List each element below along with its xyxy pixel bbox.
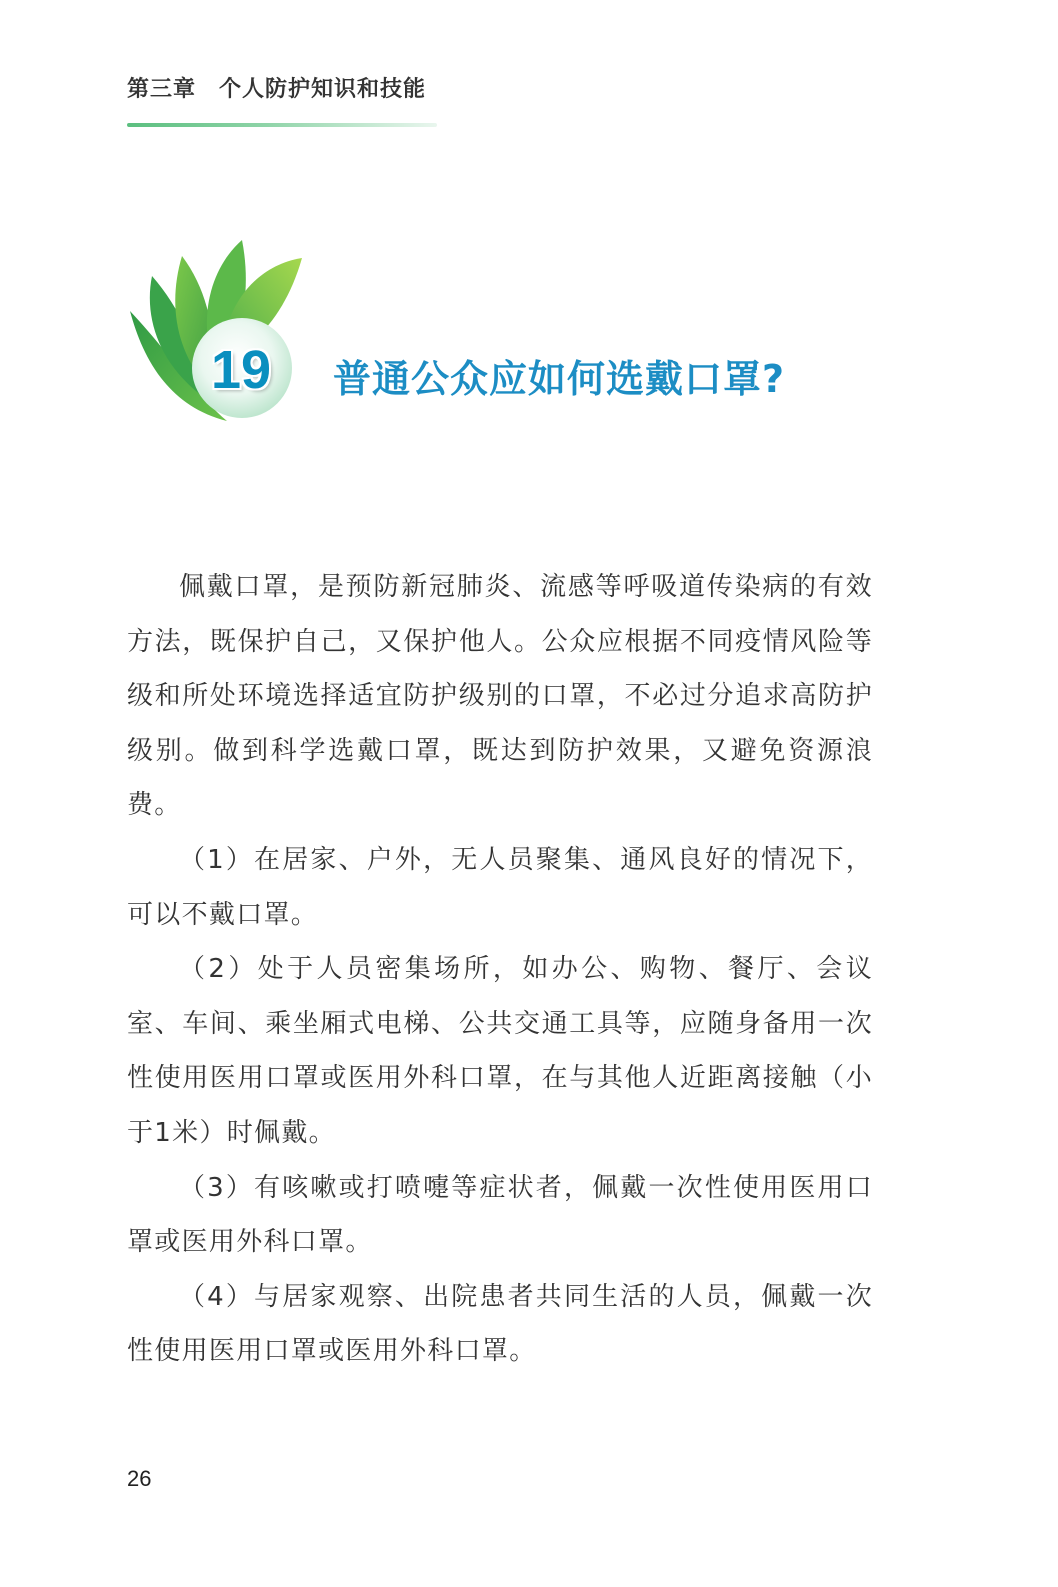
paragraph-item-3: （3）有咳嗽或打喷嚏等症状者，佩戴一次性使用医用口罩或医用外科口罩。 <box>127 1172 873 1258</box>
chapter-label: 第三章 <box>127 77 197 102</box>
section-label: 个人防护知识和技能 <box>219 77 427 102</box>
paragraph-intro: 佩戴口罩，是预防新冠肺炎、流感等呼吸道传染病的有效方法，既保护自己，又保护他人。公众应根据不同疫情风险等级和所处环境选择适宜防护级别的口罩，不必过分追求高防护级别。做到科学选戴口罩，既达到防护效果，又避免资源浪费。 <box>127 572 873 821</box>
paragraph-item-2: （2）处于人员密集场所，如办公、购物、餐厅、会议室、车间、乘坐厢式电梯、公共交通工具等，应随身备用一次性使用医用口罩或医用外科口罩，在与其他人近距离接触（小于1米）时佩戴。 <box>127 954 873 1148</box>
paragraph-item-4: （4）与居家观察、出院患者共同生活的人员，佩戴一次性使用医用口罩或医用外科口罩。 <box>127 1281 873 1367</box>
body-text <box>127 560 873 1379</box>
paragraph-item-1: （1）在居家、户外，无人员聚集、通风良好的情况下，可以不戴口罩。 <box>127 844 873 930</box>
page-number: 26 <box>127 1466 152 1491</box>
chapter-header <box>127 72 426 103</box>
question-number: 19 <box>210 340 272 400</box>
header-divider <box>127 123 437 127</box>
question-title: 普通公众应如何选戴口罩? <box>333 357 786 401</box>
